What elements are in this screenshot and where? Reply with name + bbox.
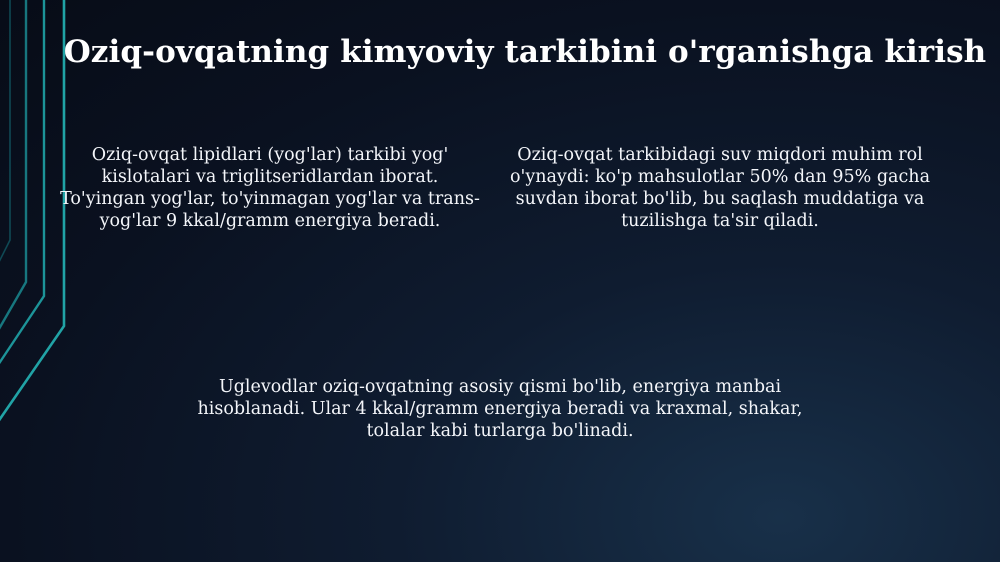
water-text-block: Oziq-ovqat tarkibidagi suv miqdori muhim rol o'ynaydi: ko'p mahsulotlar 50% dan 95% gacha suvdan iborat bo'lib, bu saqlash muddatiga va tuzilishga ta'sir qiladi. (510, 145, 930, 231)
carbohydrates-text-block: Uglevodlar oziq-ovqatning asosiy qismi bo'lib, energiya manbai hisoblanadi. Ular 4 kkal/gramm energiya beradi va kraxmal, shakar, tolalar kabi turlarga bo'linadi. (197, 377, 803, 441)
lipids-text-block: Oziq-ovqat lipidlari (yog'lar) tarkibi yog' kislotalari va triglitseridlardan iborat. To'yingan yog'lar, to'yinmagan yog'lar va trans-yog'lar 9 kkal/gramm energiya beradi. (60, 145, 480, 231)
slide-title: Oziq-ovqatning kimyoviy tarkibini o'rganishga kirish (63, 34, 987, 70)
